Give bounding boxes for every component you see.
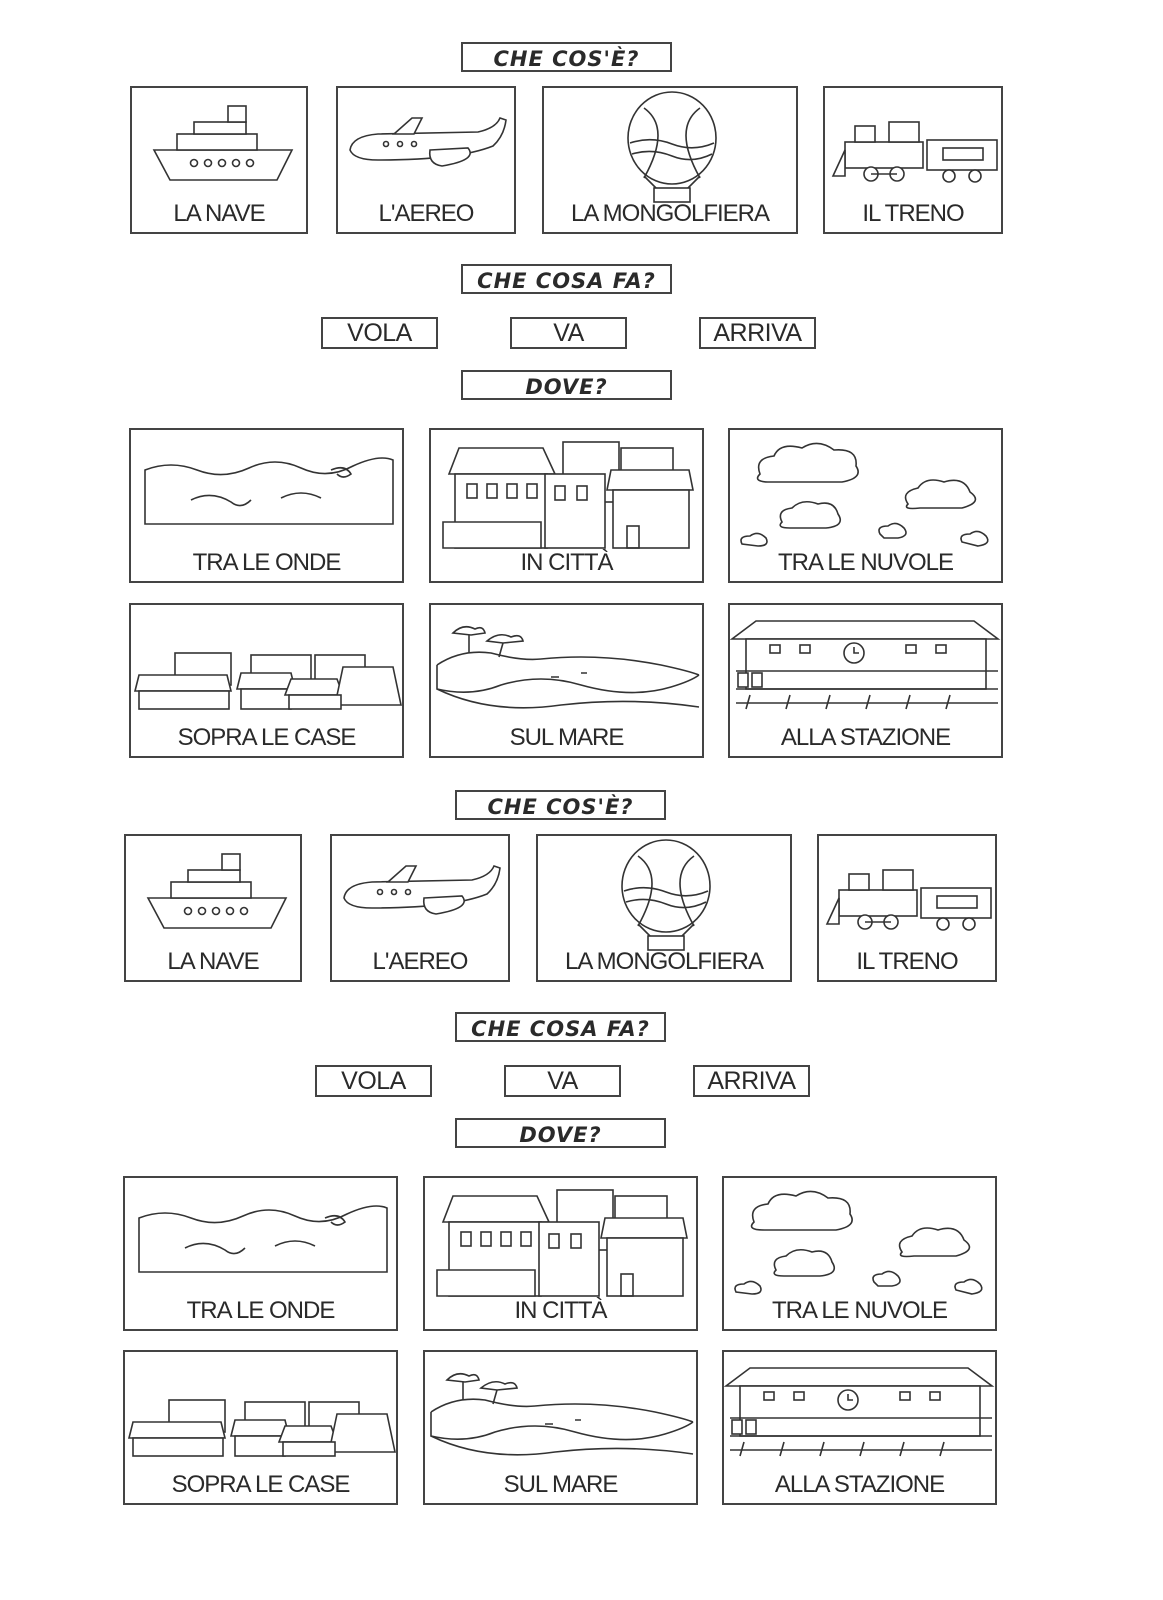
place-label: SOPRA LE CASE: [171, 1471, 350, 1498]
rooftops-icon: [131, 605, 406, 730]
place-label: TRA LE ONDE: [186, 1297, 335, 1324]
vehicle-card-balloon[interactable]: [542, 86, 798, 234]
station-icon: [724, 1352, 999, 1477]
sea-icon: [431, 605, 706, 730]
vehicle-card-balloon[interactable]: [536, 834, 792, 982]
waves-icon: [125, 1178, 400, 1298]
vehicle-label: LA MONGOLFIERA: [570, 200, 770, 227]
hot-air-balloon-icon: [544, 88, 800, 208]
place-card-city[interactable]: [429, 428, 704, 583]
clouds-icon: [724, 1178, 999, 1303]
rooftops-icon: [125, 1352, 400, 1477]
place-card-city[interactable]: [423, 1176, 698, 1331]
place-label: TRA LE NUVOLE: [771, 1297, 948, 1324]
place-card-sea[interactable]: [429, 603, 704, 758]
vehicle-card-train[interactable]: [823, 86, 1003, 234]
where-header: DOVE?: [455, 1118, 666, 1148]
ship-icon: [126, 836, 304, 956]
city-icon: [425, 1178, 700, 1303]
waves-icon: [131, 430, 406, 550]
vehicle-label: L'AEREO: [378, 200, 474, 227]
what-does-it-do-header: CHE COSA FA?: [461, 264, 672, 294]
place-card-waves[interactable]: [123, 1176, 398, 1331]
place-card-sea[interactable]: [423, 1350, 698, 1505]
city-icon: [431, 430, 706, 555]
place-card-station[interactable]: [722, 1350, 997, 1505]
place-card-station[interactable]: [728, 603, 1003, 758]
place-card-clouds[interactable]: [722, 1176, 997, 1331]
vehicle-label: IL TRENO: [856, 948, 958, 975]
verb-card-arriva[interactable]: ARRIVA: [693, 1065, 810, 1097]
place-label: IN CITTÀ: [520, 549, 613, 576]
place-label: TRA LE ONDE: [192, 549, 341, 576]
ship-icon: [132, 88, 310, 208]
what-is-it-header: CHE COS'È?: [461, 42, 672, 72]
worksheet-2: [0, 750, 1163, 1530]
verb-card-vola[interactable]: VOLA: [321, 317, 438, 349]
place-label: IN CITTÀ: [514, 1297, 607, 1324]
place-label: SUL MARE: [503, 1471, 618, 1498]
train-icon: [819, 836, 999, 956]
station-icon: [730, 605, 1005, 730]
vehicle-label: IL TRENO: [862, 200, 964, 227]
verb-card-va[interactable]: VA: [510, 317, 627, 349]
clouds-icon: [730, 430, 1005, 555]
what-is-it-header: CHE COS'È?: [455, 790, 666, 820]
worksheet-1: [0, 0, 1163, 780]
place-label: SUL MARE: [509, 724, 624, 751]
place-label: TRA LE NUVOLE: [777, 549, 954, 576]
vehicle-label: L'AEREO: [372, 948, 468, 975]
place-card-waves[interactable]: [129, 428, 404, 583]
vehicle-card-airplane[interactable]: [336, 86, 516, 234]
place-card-clouds[interactable]: [728, 428, 1003, 583]
place-label: SOPRA LE CASE: [177, 724, 356, 751]
vehicle-label: LA NAVE: [173, 200, 265, 227]
place-label: ALLA STAZIONE: [780, 724, 951, 751]
what-does-it-do-header: CHE COSA FA?: [455, 1012, 666, 1042]
sea-icon: [425, 1352, 700, 1477]
vehicle-card-ship[interactable]: [130, 86, 308, 234]
hot-air-balloon-icon: [538, 836, 794, 956]
vehicle-label: LA NAVE: [167, 948, 259, 975]
place-card-rooftops[interactable]: [123, 1350, 398, 1505]
vehicle-card-ship[interactable]: [124, 834, 302, 982]
airplane-icon: [338, 88, 518, 208]
where-header: DOVE?: [461, 370, 672, 400]
place-card-rooftops[interactable]: [129, 603, 404, 758]
verb-card-arriva[interactable]: ARRIVA: [699, 317, 816, 349]
verb-card-va[interactable]: VA: [504, 1065, 621, 1097]
vehicle-card-train[interactable]: [817, 834, 997, 982]
vehicle-card-airplane[interactable]: [330, 834, 510, 982]
place-label: ALLA STAZIONE: [774, 1471, 945, 1498]
train-icon: [825, 88, 1005, 208]
verb-card-vola[interactable]: VOLA: [315, 1065, 432, 1097]
airplane-icon: [332, 836, 512, 956]
vehicle-label: LA MONGOLFIERA: [564, 948, 764, 975]
